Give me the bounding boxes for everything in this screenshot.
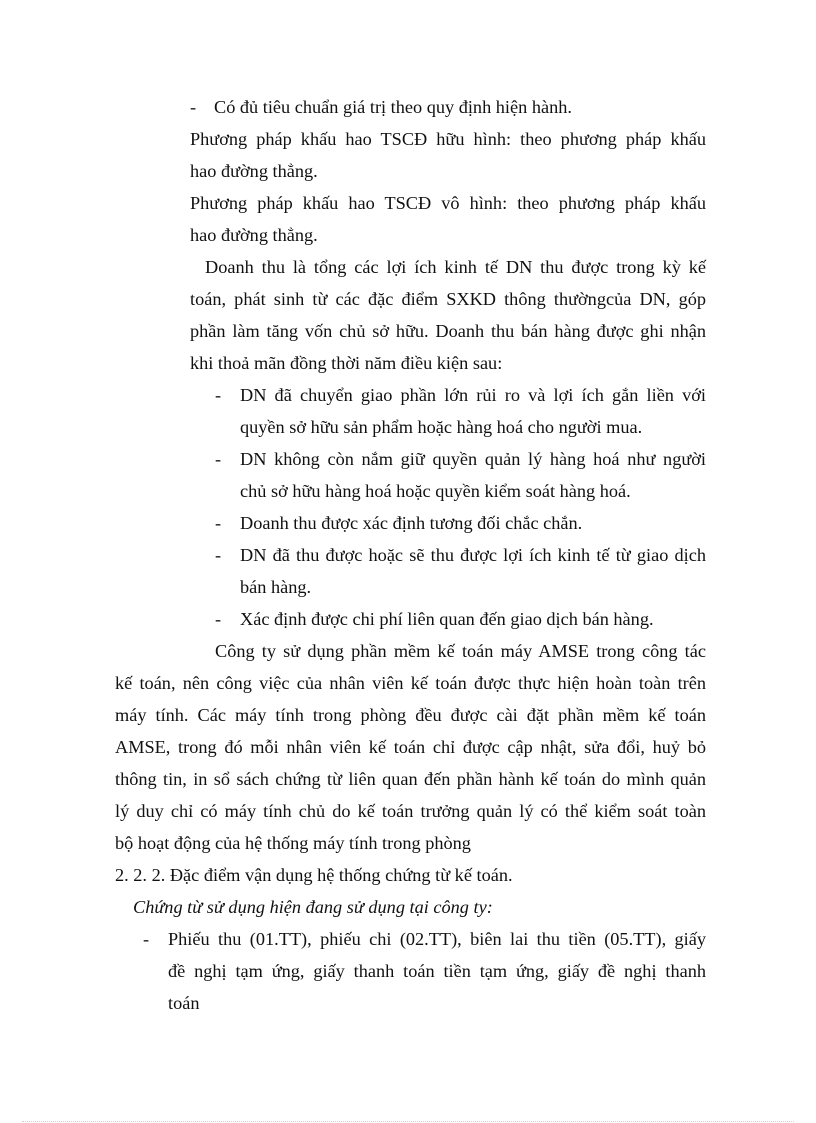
- document-list-line-3: toán: [168, 993, 200, 1013]
- condition-1-line-1: DN đã chuyển giao phần lớn rủi ro và lợi ích gắn liền với: [240, 385, 706, 405]
- bullet-dash: -: [215, 449, 222, 469]
- bullet-dash: -: [215, 385, 222, 405]
- condition-3: Doanh thu được xác định tương đối chắc chắn.: [240, 513, 583, 533]
- software-paragraph-line-5: thông tin, in sổ sách chứng từ liên quan đến phần hành kế toán do mình quản: [115, 769, 706, 789]
- intangible-depreciation-line-1: Phương pháp khấu hao TSCĐ vô hình: theo phương pháp khấu: [190, 193, 706, 213]
- software-paragraph-line-3: máy tính. Các máy tính trong phòng đều được cài đặt phần mềm kế toán: [115, 705, 706, 725]
- section-subheading: Chứng từ sử dụng hiện đang sử dụng tại công ty:: [133, 897, 493, 917]
- bullet-dash: -: [190, 97, 197, 117]
- condition-4-line-2: bán hàng.: [240, 577, 312, 597]
- revenue-paragraph-line-4: khi thoả mãn đồng thời năm điều kiện sau:: [190, 353, 503, 373]
- bullet-dash: -: [215, 545, 222, 565]
- software-paragraph-line-1: Công ty sử dụng phần mềm kế toán máy AMSE trong công tác: [215, 641, 706, 661]
- page-bottom-rule: [22, 1121, 794, 1122]
- revenue-paragraph-line-3: phần làm tăng vốn chủ sở hữu. Doanh thu bán hàng được ghi nhận: [190, 321, 706, 341]
- condition-2-line-1: DN không còn nắm giữ quyền quản lý hàng hoá như người: [240, 449, 706, 469]
- condition-2-line-2: chủ sở hữu hàng hoá hoặc quyền kiểm soát hàng hoá.: [240, 481, 631, 501]
- tangible-depreciation-line-2: hao đường thẳng.: [190, 161, 318, 181]
- revenue-paragraph-line-2: toán, phát sinh từ các đặc điểm SXKD thông thườngcủa DN, góp: [190, 289, 706, 309]
- condition-4-line-1: DN đã thu được hoặc sẽ thu được lợi ích kinh tế từ giao dịch: [240, 545, 706, 565]
- intangible-depreciation-line-2: hao đường thẳng.: [190, 225, 318, 245]
- condition-1-line-2: quyền sở hữu sản phẩm hoặc hàng hoá cho người mua.: [240, 417, 643, 437]
- software-paragraph-line-2: kế toán, nên công việc của nhân viên kế toán được thực hiện hoàn toàn trên: [115, 673, 706, 693]
- section-heading: 2. 2. 2. Đặc điểm vận dụng hệ thống chứng từ kế toán.: [115, 865, 513, 885]
- criteria-line: Có đủ tiêu chuẩn giá trị theo quy định hiện hành.: [214, 97, 572, 117]
- revenue-paragraph-line-1: Doanh thu là tổng các lợi ích kinh tế DN thu được trong kỳ kế: [205, 257, 706, 277]
- tangible-depreciation-line-1: Phương pháp khấu hao TSCĐ hữu hình: theo phương pháp khấu: [190, 129, 706, 149]
- bullet-dash: -: [143, 929, 150, 949]
- bullet-dash: -: [215, 513, 222, 533]
- software-paragraph-line-7: bộ hoạt động của hệ thống máy tính trong phòng: [115, 833, 471, 853]
- document-list-line-1: Phiếu thu (01.TT), phiếu chi (02.TT), biên lai thu tiền (05.TT), giấy: [168, 929, 706, 949]
- software-paragraph-line-6: lý duy chỉ có máy tính chủ do kế toán trưởng quản lý có thể kiểm soát toàn: [115, 801, 706, 821]
- condition-5: Xác định được chi phí liên quan đến giao dịch bán hàng.: [240, 609, 654, 629]
- software-paragraph-line-4: AMSE, trong đó mỗi nhân viên kế toán chỉ được cập nhật, sửa đổi, huỷ bỏ: [115, 737, 706, 757]
- bullet-dash: -: [215, 609, 222, 629]
- document-list-line-2: đề nghị tạm ứng, giấy thanh toán tiền tạm ứng, giấy đề nghị thanh: [168, 961, 706, 981]
